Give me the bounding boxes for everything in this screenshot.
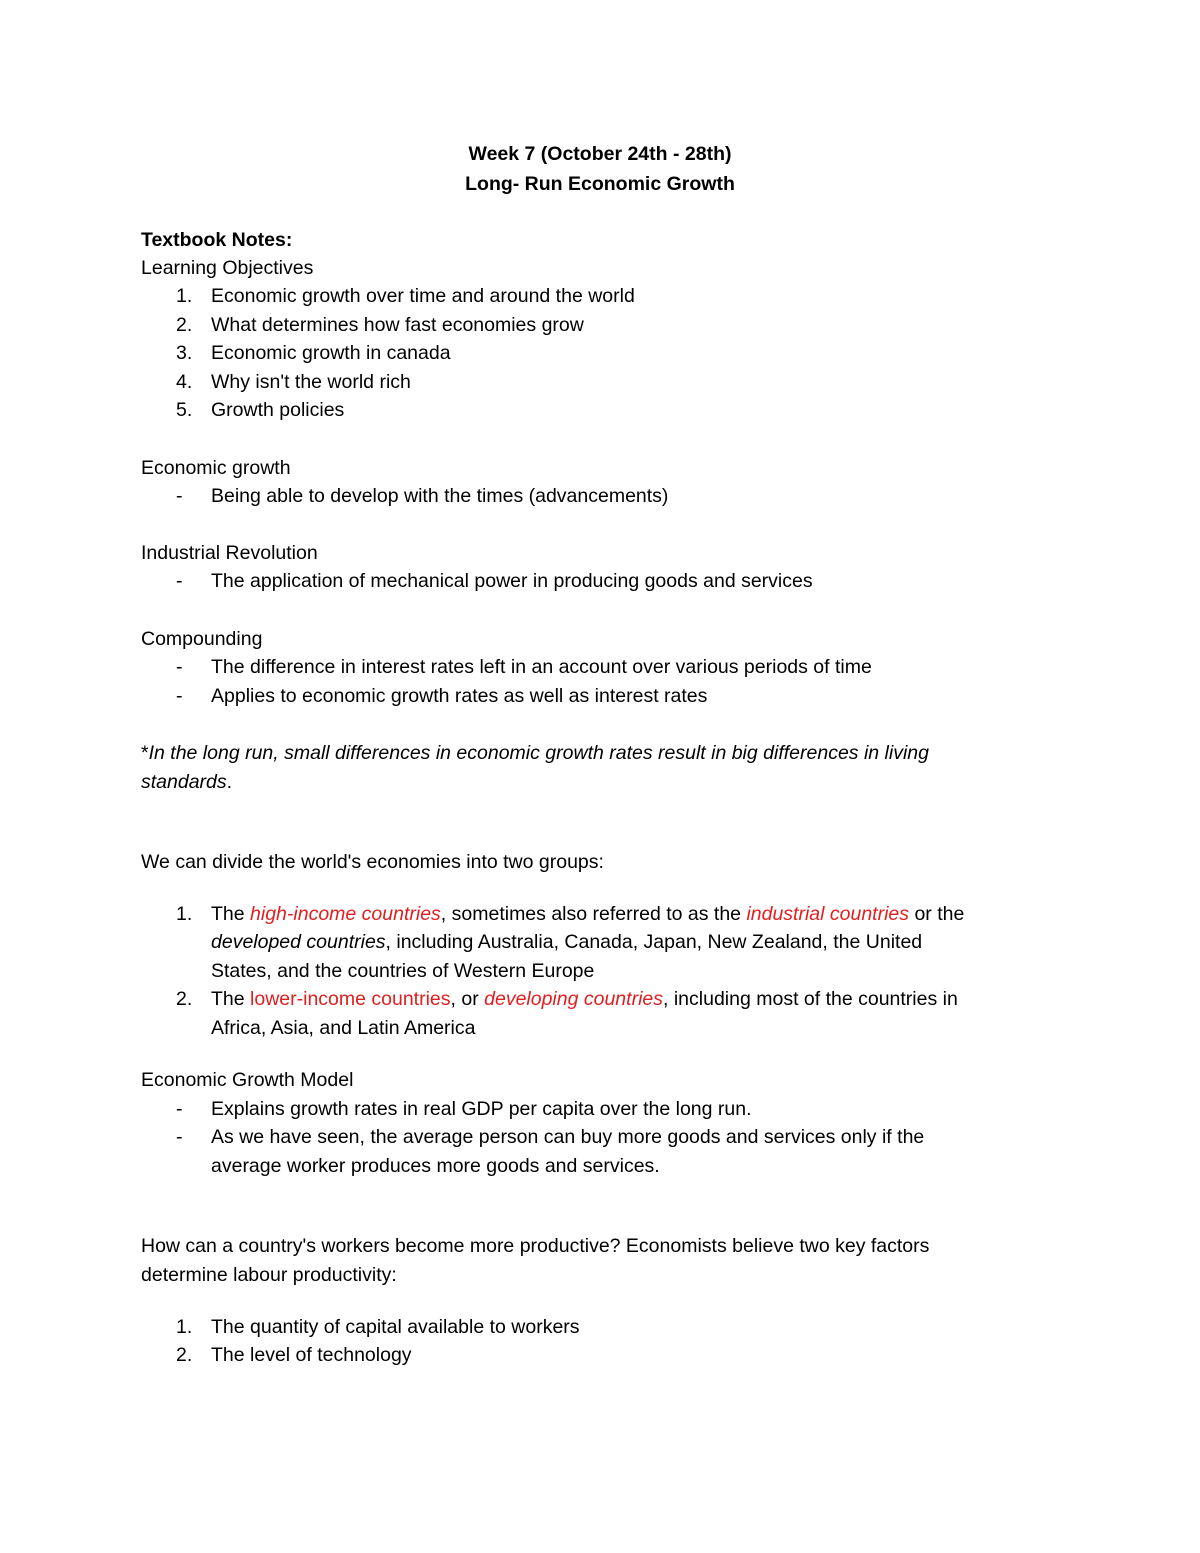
list-number: 5. [176, 399, 193, 421]
text-run: The [211, 903, 251, 925]
note-text: standards [141, 771, 227, 793]
highlight-term: developing countries [484, 988, 663, 1010]
economic-growth-heading: Economic growth [141, 457, 291, 479]
bullet-item: As we have seen, the average person can buy more goods and services only if the [211, 1126, 925, 1148]
group-item-1-line-3: States, and the countries of Western Europe [211, 960, 595, 982]
note-period: . [226, 771, 233, 793]
highlight-term: lower-income countries [250, 988, 451, 1010]
group-item-1-line-2 [211, 928, 922, 956]
highlight-term: industrial countries [746, 903, 910, 925]
list-number: 4. [176, 371, 193, 393]
bullet-item: The application of mechanical power in producing goods and services [211, 570, 813, 592]
document-subtitle: Long- Run Economic Growth [465, 173, 735, 195]
bullet-dash: - [176, 656, 183, 678]
list-number: 1. [176, 1316, 193, 1338]
bullet-dash: - [176, 485, 183, 507]
highlight-term: high-income countries [250, 903, 441, 925]
list-item: Economic growth in canada [211, 342, 451, 364]
bullet-dash: - [176, 570, 183, 592]
note-line-2 [141, 768, 232, 796]
growth-model-heading: Economic Growth Model [141, 1069, 354, 1091]
group-item-2-line-1 [211, 985, 958, 1013]
text-run: , sometimes also referred to as the [440, 903, 747, 925]
note-text: In the long run, small differences in economic growth rates result in big differences in living [148, 742, 929, 764]
document-title: Week 7 (October 24th - 28th) [468, 143, 732, 165]
list-item: The level of technology [211, 1344, 412, 1366]
list-item: Why isn't the world rich [211, 371, 411, 393]
bullet-item: Applies to economic growth rates as well as interest rates [211, 685, 708, 707]
bullet-dash: - [176, 1098, 183, 1120]
text-run: The [211, 988, 251, 1010]
bullet-item: Being able to develop with the times (advancements) [211, 485, 669, 507]
groups-intro: We can divide the world's economies into two groups: [141, 851, 604, 873]
textbook-notes-label: Textbook Notes: [141, 229, 293, 251]
compounding-heading: Compounding [141, 628, 263, 650]
list-item: What determines how fast economies grow [211, 314, 584, 336]
bullet-dash: - [176, 1126, 183, 1148]
text-run: , or [450, 988, 485, 1010]
list-number: 3. [176, 342, 193, 364]
list-number: 2. [176, 1344, 193, 1366]
text-run: , including most of the countries in [663, 988, 958, 1010]
industrial-revolution-heading: Industrial Revolution [141, 542, 318, 564]
group-item-1-line-1 [211, 900, 964, 928]
bullet-item: The difference in interest rates left in an account over various periods of time [211, 656, 872, 678]
list-number: 2. [176, 314, 193, 336]
note-star: * [141, 742, 149, 764]
text-run: , including Australia, Canada, Japan, New Zealand, the United [385, 931, 923, 953]
list-item: Economic growth over time and around the world [211, 285, 635, 307]
list-item: Growth policies [211, 399, 345, 421]
bullet-item: Explains growth rates in real GDP per capita over the long run. [211, 1098, 752, 1120]
productivity-question: How can a country's workers become more productive? Economists believe two key factors [141, 1235, 930, 1257]
group-item-2-line-2: Africa, Asia, and Latin America [211, 1017, 476, 1039]
list-item: The quantity of capital available to workers [211, 1316, 580, 1338]
productivity-question-continued: determine labour productivity: [141, 1264, 397, 1286]
italic-term: developed countries [211, 931, 386, 953]
learning-objectives-heading: Learning Objectives [141, 257, 314, 279]
note-line-1 [141, 739, 929, 767]
text-run: or the [909, 903, 965, 925]
list-number: 1. [176, 903, 193, 925]
bullet-dash: - [176, 685, 183, 707]
list-number: 2. [176, 988, 193, 1010]
bullet-item-continued: average worker produces more goods and services. [211, 1155, 660, 1177]
list-number: 1. [176, 285, 193, 307]
